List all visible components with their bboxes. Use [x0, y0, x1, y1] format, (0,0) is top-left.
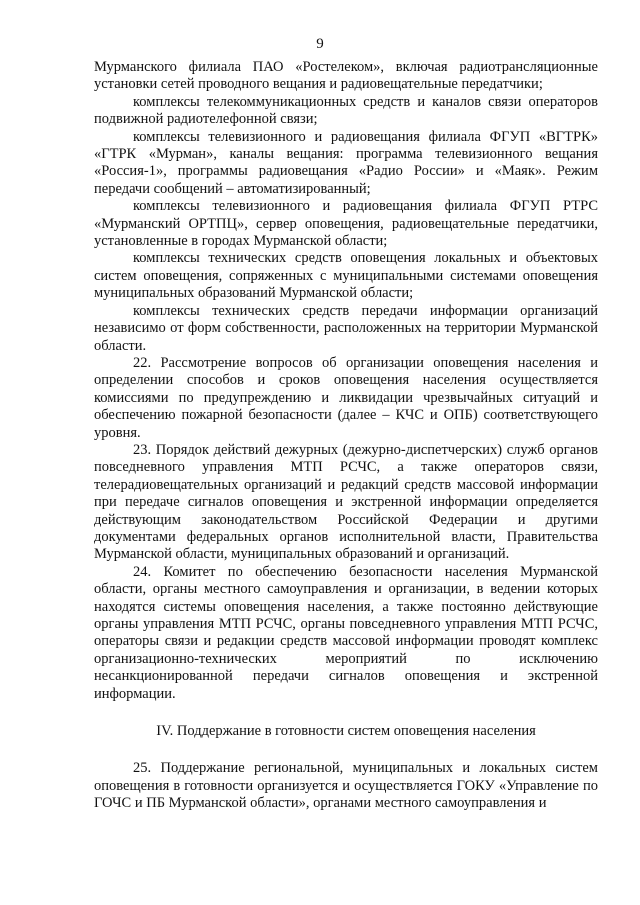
document-body — [94, 59, 598, 813]
paragraph: комплексы технических средств оповещения локальных и объектовых систем оповещения, сопряженных с муниципальными системами оповещения муниципальных образований Мурманской области; — [94, 250, 598, 302]
paragraph: Мурманского филиала ПАО «Ростелеком», включая радиотрансляционные установки сетей проводного вещания и радиовещательные передатчики; — [94, 59, 598, 93]
paragraph: 23. Порядок действий дежурных (дежурно-диспетчерских) служб органов повседневного управления МТП РСЧС, а также операторов связи, телерадиовещательных организаций и редакций средств массовой информации при передаче сигналов оповещения и экстренной информации определяется действующим законодательством Российской Федерации и другими документами федеральных органов исполнительной власти, Правительства Мурманской области, муниципальных образований и организаций. — [94, 441, 598, 563]
paragraph: комплексы технических средств передачи информации организаций независимо от форм собственности, расположенных на территории Мурманской области. — [94, 302, 598, 354]
paragraph: комплексы телевизионного и радиовещания филиала ФГУП РТРС «Мурманский ОРТПЦ», сервер оповещения, радиовещательные передатчики, установленные в городах Мурманской области; — [94, 198, 598, 250]
paragraph: комплексы телекоммуникационных средств и каналов связи операторов подвижной радиотелефонной связи; — [94, 93, 598, 128]
section-heading: IV. Поддержание в готовности систем оповещения населения — [156, 723, 536, 740]
paragraph: комплексы телевизионного и радиовещания филиала ФГУП «ВГТРК» «ГТРК «Мурман», каналы вещания: программа телевизионного вещания «Россия-1», программы радиовещания «Радио России» и «Маяк». Режим передачи сообщений – автоматизированный; — [94, 128, 598, 197]
paragraph: 22. Рассмотрение вопросов об организации оповещения населения и определении способов и сроков оповещения населения осуществляется комиссиями по предупреждению и ликвидации чрезвычайных ситуаций и обеспечению пожарной безопасности (далее – КЧС и ОПБ) соответствующего уровня. — [94, 354, 598, 441]
paragraph: 25. Поддержание региональной, муниципальных и локальных систем оповещения в готовности организуется и осуществляется ГОКУ «Управление по ГОЧС и ПБ Мурманской области», органами местного самоуправления и — [94, 760, 598, 812]
page-number: 9 — [316, 36, 324, 52]
paragraph: 24. Комитет по обеспечению безопасности населения Мурманской области, органы местного самоуправления и организации, в ведении которых находятся системы оповещения населения, а также постоянно действующие органы управления МТП РСЧС, органы повседневного управления МТП РСЧС, операторы связи и редакции средств массовой информации проводят комплекс организационно-технических мероприятий по исключению несанкционированной передачи сигналов оповещения и экстренной информации. — [94, 563, 598, 702]
